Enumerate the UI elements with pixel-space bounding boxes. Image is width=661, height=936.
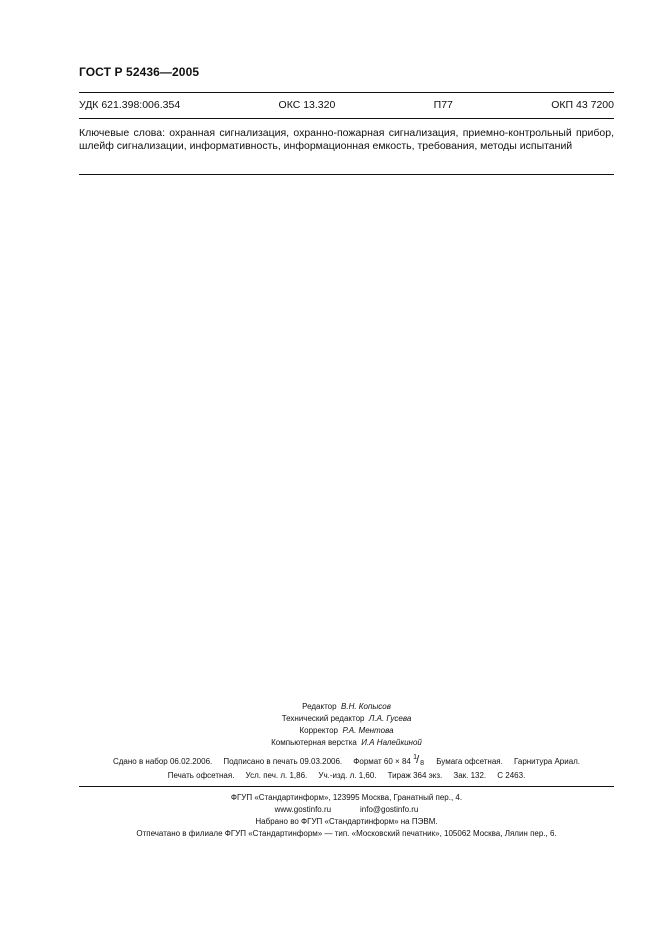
- corrector-line: [79, 725, 614, 737]
- editorial-staff: [79, 701, 614, 749]
- tech-editor-label: Технический редактор: [281, 714, 365, 723]
- format-denominator: 8: [420, 760, 424, 767]
- typeset-note: Набрано во ФГУП «Стандартинформ» на ПЭВМ.: [255, 817, 438, 826]
- format-prefix: Формат 60 × 84: [353, 757, 411, 766]
- layout-name: И.А Налейкиной: [361, 738, 422, 747]
- layout-label: Компьютерная верстка: [271, 738, 357, 747]
- publication-line-1: [79, 756, 614, 766]
- okp-code: ОКП 43 7200: [551, 99, 614, 111]
- publisher-address: ФГУП «Стандартинформ», 123995 Москва, Гранатный пер., 4.: [230, 793, 463, 802]
- udk-code: УДК 621.398:006.354: [79, 99, 181, 111]
- publisher-footer: [79, 792, 614, 840]
- tech-editor-line: [79, 713, 614, 725]
- oks-code: ОКС 13.320: [278, 99, 336, 111]
- paper-type: Бумага офсетная.: [436, 757, 503, 766]
- corrector-name: Р.А. Ментова: [342, 726, 394, 735]
- uch-pub-sheets: Уч.-изд. л. 1,60.: [318, 771, 377, 780]
- p-code: П77: [433, 99, 453, 111]
- website-link[interactable]: www.gostinfo.ru: [274, 805, 332, 814]
- keywords-divider: [79, 174, 614, 175]
- classification-row: [79, 99, 614, 111]
- tech-editor-name: Л.А. Гусева: [368, 714, 412, 723]
- c-number: С 2463.: [497, 771, 526, 780]
- typeset-date: Сдано в набор 06.02.2006.: [112, 757, 213, 766]
- printed-note: Отпечатано в филиале ФГУП «Стандартинформ» — тип. «Московский печатник», 105062 Москва, Лялин пер., 6.: [136, 829, 557, 838]
- classification-divider: [79, 118, 614, 119]
- typeface: Гарнитура Ариал.: [513, 757, 581, 766]
- editor-line: [79, 701, 614, 713]
- signed-date: Подписано в печать 09.03.2006.: [223, 757, 343, 766]
- publication-line-2: [79, 771, 614, 780]
- layout-line: [79, 737, 614, 749]
- order-number: Зак. 132.: [453, 771, 487, 780]
- print-run: Тираж 364 экз.: [387, 771, 443, 780]
- editor-label: Редактор: [302, 702, 337, 711]
- print-type: Печать офсетная.: [167, 771, 235, 780]
- top-divider: [79, 92, 614, 93]
- usl-print-sheets: Усл. печ. л. 1,86.: [245, 771, 308, 780]
- keywords-paragraph: Ключевые слова: охранная сигнализация, охранно-пожарная сигнализация, приемно-контрольный прибор, шлейф сигнализации, информативность, информационная емкость, требования, методы испытаний: [79, 127, 614, 152]
- corrector-label: Корректор: [299, 726, 338, 735]
- footer-divider: [79, 786, 614, 787]
- email-link[interactable]: info@gostinfo.ru: [360, 805, 419, 814]
- format-fraction: 1 / 8: [413, 754, 424, 767]
- format-numerator: 1: [413, 754, 417, 761]
- document-title: ГОСТ Р 52436—2005: [79, 65, 200, 79]
- contact-line: [79, 804, 614, 816]
- editor-name: В.Н. Копысов: [341, 702, 391, 711]
